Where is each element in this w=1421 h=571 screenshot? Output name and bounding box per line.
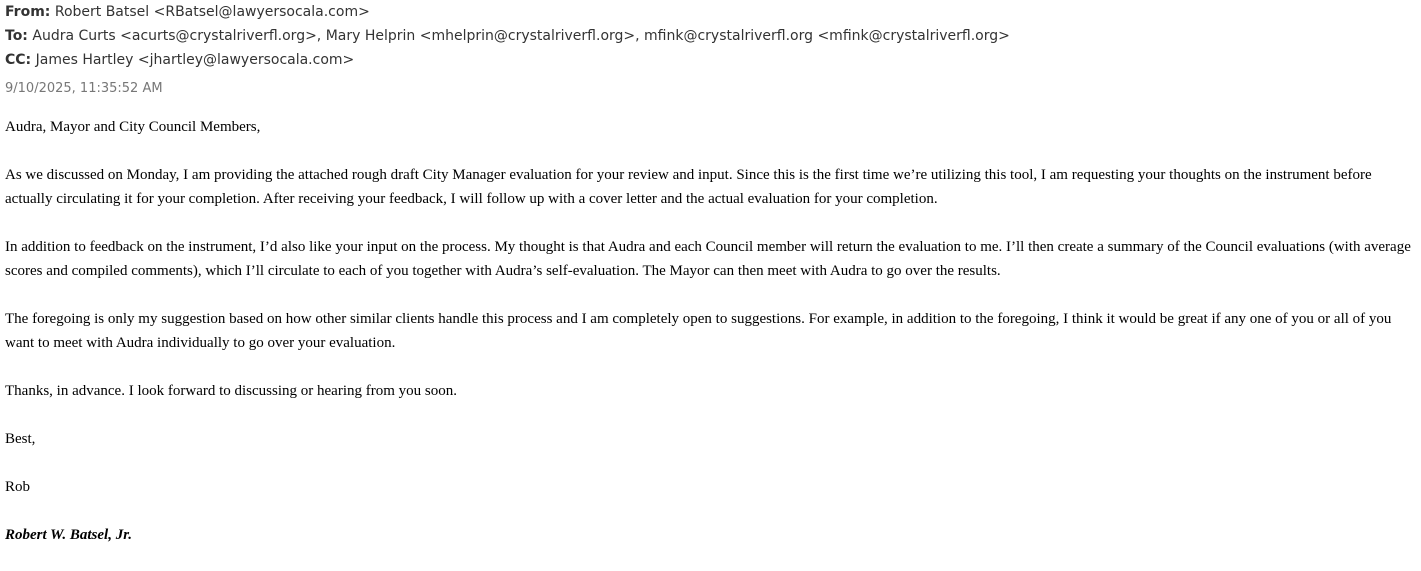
cc-row	[5, 48, 1417, 72]
from-label: From:	[5, 4, 51, 20]
email-header	[5, 0, 1417, 72]
from-value[interactable]: Robert Batsel <RBatsel@lawyersocala.com>	[54, 4, 370, 20]
paragraph-1: As we discussed on Monday, I am providing the attached rough draft City Manager evaluation for your review and input. Since this is the first time we’re utilizing this tool, I am requesting your thoughts on the instrument before actually circulating it for your completion. After receiving your feedback, I will follow up with a cover letter and the actual evaluation for your completion.	[5, 167, 1372, 207]
email-date: 9/10/2025, 11:35:52 AM	[5, 81, 163, 96]
email-view	[5, 0, 1417, 571]
cc-label: CC:	[5, 52, 32, 68]
signature: Robert W. Batsel, Jr.	[5, 527, 132, 543]
cc-value[interactable]: James Hartley <jhartley@lawyersocala.com>	[35, 52, 355, 68]
to-value[interactable]: Audra Curts <acurts@crystalriverfl.org>, Mary Helprin <mhelprin@crystalriverfl.org>, mfink@crystalriverfl.org <mfink@crystalriverfl.org>	[32, 28, 1010, 44]
email-body	[5, 115, 1417, 547]
salutation: Audra, Mayor and City Council Members,	[5, 119, 261, 135]
sender-short-name: Rob	[5, 479, 31, 495]
from-row	[5, 0, 1417, 24]
paragraph-4: Thanks, in advance. I look forward to discussing or hearing from you soon.	[5, 383, 457, 399]
to-row	[5, 24, 1417, 48]
paragraph-3: The foregoing is only my suggestion based on how other similar clients handle this process and I am completely open to suggestions. For example, in addition to the foregoing, I think it would be great if any one of you or all of you want to meet with Audra individually to go over your evaluation.	[5, 311, 1392, 351]
paragraph-2: In addition to feedback on the instrument, I’d also like your input on the process. My thought is that Audra and each Council member will return the evaluation to me. I’ll then create a summary of the Council evaluations (with average scores and compiled comments), which I’ll circulate to each of you together with Audra’s self-evaluation. The Mayor can then meet with Audra to go over the results.	[5, 239, 1411, 279]
closing: Best,	[5, 431, 36, 447]
to-label: To:	[5, 28, 28, 44]
